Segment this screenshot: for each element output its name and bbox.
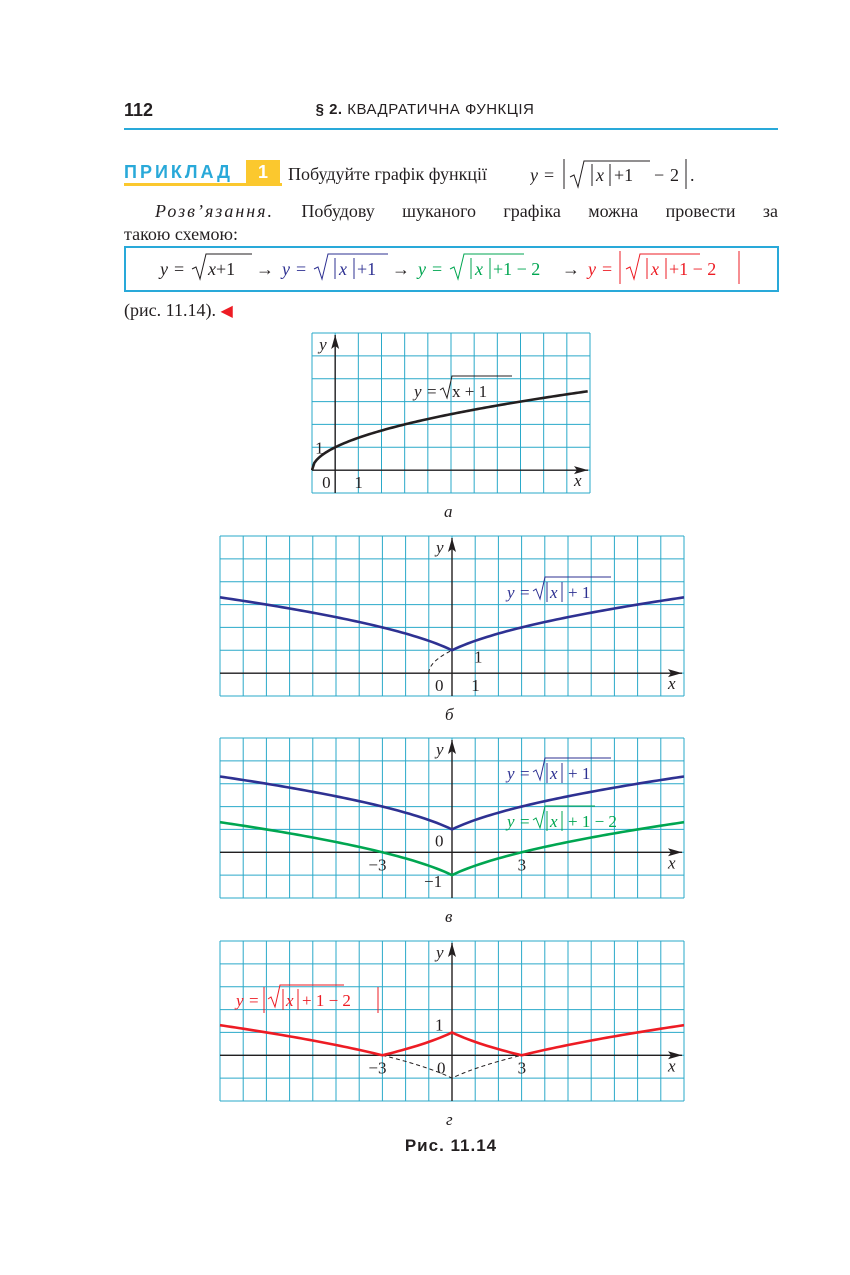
scheme-formula-2 xyxy=(280,254,388,279)
tick-y-1: 1 xyxy=(474,647,483,667)
tick-x-1: 1 xyxy=(471,676,480,696)
scheme-arrow-2: → xyxy=(392,259,410,279)
svg-text:−: − xyxy=(654,165,665,185)
label-plus-1-minus-2: + 1 − 2 xyxy=(302,991,351,1010)
svg-text:+1: +1 xyxy=(357,259,377,279)
solution-paragraph-line1 xyxy=(155,199,778,223)
solution-lead-word: Розв’язання. xyxy=(155,201,275,221)
y-axis-label: y xyxy=(319,335,327,354)
dashed-sqrt-segment xyxy=(429,650,452,673)
label-plus-1: + 1 xyxy=(568,583,591,602)
svg-text:y: y xyxy=(530,165,538,185)
grid xyxy=(312,333,590,493)
solution-text-1: Побудову шуканого графіка можна провести за xyxy=(301,201,778,221)
label-y: y xyxy=(507,764,515,783)
tick-x-minus-3: −3 xyxy=(368,855,387,875)
graph-panel-b xyxy=(219,535,685,697)
panel-label-a: а xyxy=(444,502,453,521)
label-y: y xyxy=(507,812,515,831)
svg-text:x: x xyxy=(475,259,483,279)
curve-label-c-navy xyxy=(505,758,611,783)
svg-text:=: = xyxy=(296,259,307,279)
svg-text:x+1: x+1 xyxy=(208,259,236,279)
tick-x-3: 3 xyxy=(517,1058,527,1078)
x-axis-label: x xyxy=(668,674,676,694)
label-eq: = xyxy=(520,583,530,602)
panel-label-b: б xyxy=(445,705,454,724)
y-axis-label: y xyxy=(436,943,444,962)
grid xyxy=(220,536,684,696)
page-number: 112 xyxy=(124,100,154,120)
scheme-arrow-1: → xyxy=(256,259,274,279)
tick-y-1: 1 xyxy=(435,1015,444,1035)
graph-panel-a xyxy=(311,332,591,494)
tick-x-3: 3 xyxy=(517,855,527,875)
x-axis-label: x xyxy=(574,471,582,491)
figure-reference xyxy=(124,298,233,324)
label-eq: = xyxy=(520,764,530,783)
svg-text:=: = xyxy=(602,259,613,279)
svg-text:+1 − 2: +1 − 2 xyxy=(493,259,541,279)
tick-x-minus-3: −3 xyxy=(368,1058,387,1078)
x-axis-label: x xyxy=(668,1056,676,1076)
label-x: x xyxy=(286,991,294,1010)
curve-label-b xyxy=(505,577,611,602)
example-label: ПРИКЛАД xyxy=(124,162,233,182)
scheme-formula-4 xyxy=(586,251,739,284)
svg-text:x: x xyxy=(596,165,604,185)
svg-text:+1 − 2: +1 − 2 xyxy=(669,259,717,279)
tick-origin: 0 xyxy=(435,676,444,696)
tick-origin: 0 xyxy=(322,473,331,493)
label-eq: = xyxy=(249,991,259,1010)
svg-text:y: y xyxy=(282,259,290,279)
end-of-solution-icon: ◀ xyxy=(220,303,233,320)
label-eq: = xyxy=(520,812,530,831)
figure-caption: Рис. 11.14 xyxy=(404,1136,498,1155)
curve-sqrt-x-plus-1 xyxy=(312,391,588,470)
curve-label-d xyxy=(234,985,378,1013)
svg-text:2: 2 xyxy=(670,165,679,185)
grid xyxy=(220,941,684,1101)
label-x: x xyxy=(550,812,558,831)
svg-text:y: y xyxy=(418,259,426,279)
scheme-formula-3 xyxy=(416,254,540,279)
svg-text:x: x xyxy=(339,259,347,279)
example-formula xyxy=(530,156,730,192)
svg-text:y: y xyxy=(588,259,596,279)
panel-label-d: г xyxy=(446,1110,453,1129)
section-title: КВАДРАТИЧНА ФУНКЦІЯ xyxy=(347,101,535,118)
svg-text:y: y xyxy=(160,259,168,279)
tick-x-1: 1 xyxy=(354,473,363,493)
solution-paragraph-line2: такою схемою: xyxy=(124,224,238,244)
tick-origin: 0 xyxy=(437,1058,446,1078)
scheme-formulas xyxy=(126,248,774,288)
y-axis-label: y xyxy=(436,538,444,557)
figure-reference-text: (рис. 11.14). xyxy=(124,300,216,320)
running-head xyxy=(0,101,850,118)
label-expr: x + 1 xyxy=(452,382,488,401)
header-rule xyxy=(124,128,778,130)
label-y: y xyxy=(414,382,422,401)
svg-text:.: . xyxy=(690,165,695,185)
grid xyxy=(220,738,684,898)
label-plus-1: + 1 xyxy=(568,764,591,783)
panel-label-c: в xyxy=(445,907,453,926)
svg-text:=: = xyxy=(544,165,555,185)
svg-text:+1: +1 xyxy=(614,165,634,185)
tick-y-minus-1: −1 xyxy=(424,872,443,892)
example-task-text: Побудуйте графік функції xyxy=(288,164,487,184)
scheme-arrow-3: → xyxy=(562,259,580,279)
svg-text:=: = xyxy=(432,259,443,279)
label-y: y xyxy=(507,583,515,602)
label-x: x xyxy=(550,764,558,783)
tick-y-1: 1 xyxy=(315,438,324,458)
y-axis-label: y xyxy=(436,740,444,759)
example-number: 1 xyxy=(246,160,280,185)
label-y: y xyxy=(236,991,244,1010)
section-mark: § 2. xyxy=(315,101,343,118)
label-x: x xyxy=(550,583,558,602)
label-plus-1-minus-2: + 1 − 2 xyxy=(568,812,617,831)
graph-panel-d xyxy=(219,940,685,1102)
svg-text:=: = xyxy=(174,259,185,279)
scheme-formula-1 xyxy=(158,254,252,279)
tick-origin: 0 xyxy=(435,831,444,851)
label-eq: = xyxy=(427,382,437,401)
svg-text:x: x xyxy=(651,259,659,279)
graph-panel-c xyxy=(219,737,685,899)
x-axis-label: x xyxy=(668,853,676,873)
